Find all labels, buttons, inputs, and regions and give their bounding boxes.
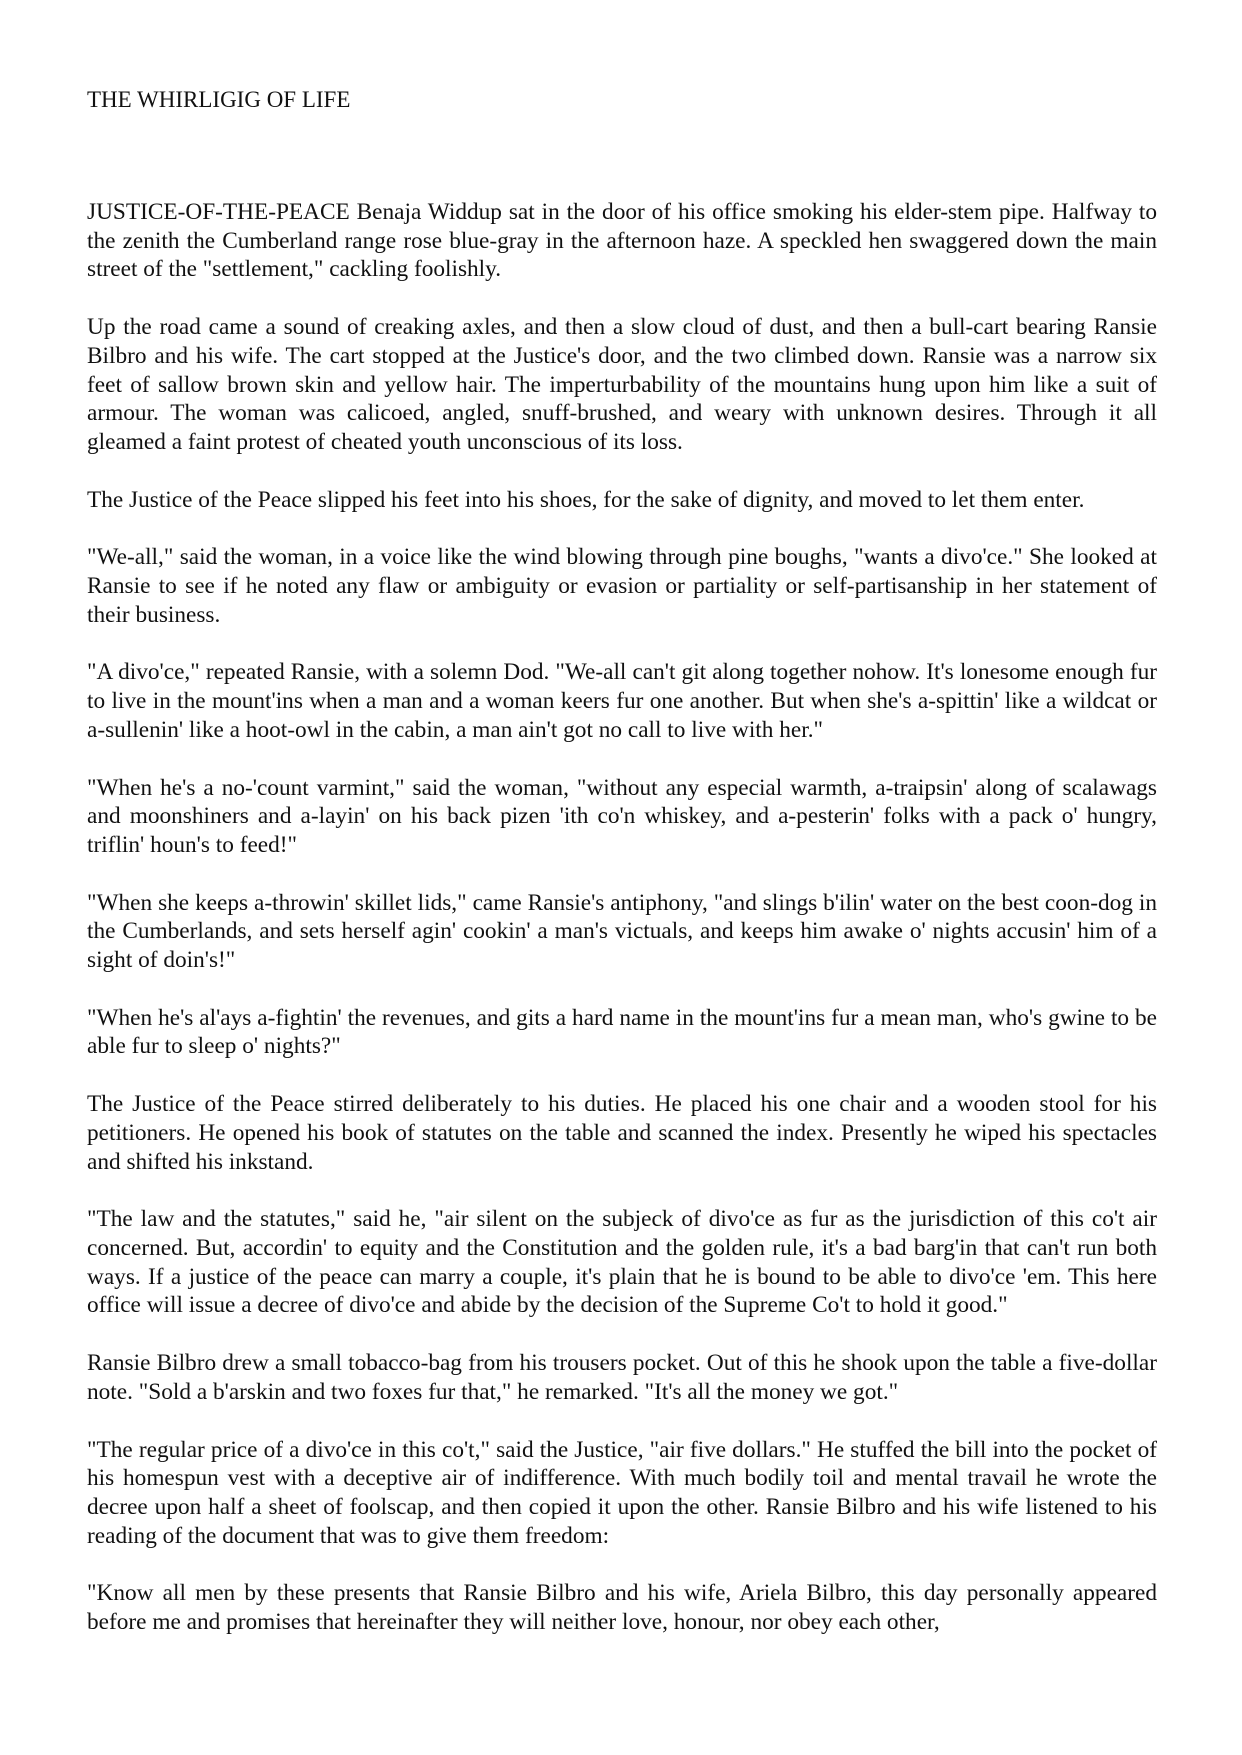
- paragraph-13: "Know all men by these presents that Ransie Bilbro and his wife, Ariela Bilbro, this day personally appeared before me and promises that hereinafter they will neither love, honour, nor obey each other,: [87, 1580, 1157, 1636]
- paragraph-10: "The law and the statutes," said he, "air silent on the subjeck of divo'ce as fur as the jurisdiction of this co't air concerned. But, accordin' to equity and the Constitution and the golden rule, it's a bad barg'in that can't run both ways. If a justice of the peace can marry a couple, it's plain that he is bound to be able to divo'ce 'em. This here office will issue a decree of divo'ce and abide by the decision of the Supreme Co't to hold it good.": [87, 1206, 1157, 1319]
- paragraph-5: "A divo'ce," repeated Ransie, with a solemn Dod. "We-all can't git along together nohow. It's lonesome enough fur to live in the mount'ins when a man and a woman keers fur one another. But when she's a-spittin' like a wildcat or a-sullenin' like a hoot-owl in the cabin, a man ain't got no call to live with her.": [87, 659, 1157, 743]
- paragraph-9: The Justice of the Peace stirred deliberately to his duties. He placed his one chair and a wooden stool for his petitioners. He opened his book of statutes on the table and scanned the index. Presently he wiped his spectacles and shifted his inkstand.: [87, 1091, 1157, 1175]
- paragraph-11: Ransie Bilbro drew a small tobacco-bag from his trousers pocket. Out of this he shook upon the table a five-dollar note. "Sold a b'arskin and two foxes fur that," he remarked. "It's all the money we got.": [87, 1350, 1157, 1405]
- paragraph-7: "When she keeps a-throwin' skillet lids," came Ransie's antiphony, "and slings b'ilin' water on the best coon-dog in the Cumberlands, and sets herself agin' cookin' a man's victuals, and keeps him awake o' nights accusin' him of a sight of doin's!": [87, 889, 1157, 974]
- paragraph-8: "When he's al'ays a-fightin' the revenues, and gits a hard name in the mount'ins fur a mean man, who's gwine to be able fur to sleep o' nights?": [87, 1004, 1157, 1060]
- page-title: THE WHIRLIGIG OF LIFE: [87, 87, 351, 112]
- paragraph-4: "We-all," said the woman, in a voice like the wind blowing through pine boughs, "wants a divo'ce." She looked at Ransie to see if he noted any flaw or ambiguity or evasion or partiality or self-partisanship in her statement of their business.: [87, 544, 1157, 628]
- paragraph-1: JUSTICE-OF-THE-PEACE Benaja Widdup sat in the door of his office smoking his elder-stem pipe. Halfway to the zenith the Cumberland range rose blue-gray in the afternoon haze. A speckled hen swaggered down the main street of the "settlement," cackling foolishly.: [87, 199, 1157, 283]
- paragraph-12: "The regular price of a divo'ce in this co't," said the Justice, "air five dollars." He stuffed the bill into the pocket of his homespun vest with a deceptive air of indifference. With much bodily toil and mental travail he wrote the decree upon half a sheet of foolscap, and then copied it upon the other. Ransie Bilbro and his wife listened to his reading of the document that was to give them freedom:: [87, 1436, 1157, 1549]
- paragraph-6: "When he's a no-'count varmint," said the woman, "without any especial warmth, a-traipsin' along of scalawags and moonshiners and a-layin' on his back pizen 'ith co'n whiskey, and a-pesterin' folks with a pack o' hungry, triflin' houn's to feed!": [87, 774, 1157, 858]
- paragraph-3: The Justice of the Peace slipped his feet into his shoes, for the sake of dignity, and moved to let them enter.: [87, 486, 1085, 513]
- paragraph-2: Up the road came a sound of creaking axles, and then a slow cloud of dust, and then a bull-cart bearing Ransie Bilbro and his wife. The cart stopped at the Justice's door, and the two climbed down. Ransie was a narrow six feet of sallow brown skin and yellow hair. The imperturbability of the mountains hung upon him like a suit of armour. The woman was calicoed, angled, snuff-brushed, and weary with unknown desires. Through it all gleamed a faint protest of cheated youth unconscious of its loss.: [87, 314, 1157, 455]
- story-body: [87, 198, 1157, 1743]
